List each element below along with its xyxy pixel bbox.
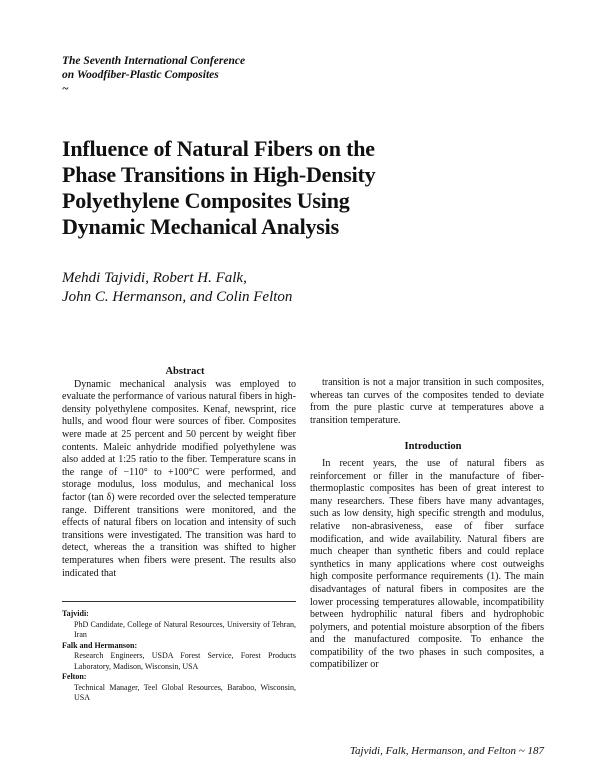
footnote-affiliation: Technical Manager, Teel Global Resources, Baraboo, Wisconsin, USA [74, 682, 296, 702]
conference-line-2: on Woodfiber-Plastic Composites [62, 69, 219, 81]
abstract-column [62, 366, 296, 580]
title-line-1: Influence of Natural Fibers on the [62, 136, 375, 161]
footnote-affiliation: PhD Candidate, College of Natural Resources, University of Tehran, Iran [74, 619, 296, 639]
footnote-item [62, 609, 296, 641]
title-line-2: Phase Transitions in High-Density [62, 162, 376, 187]
footnote-affiliation: Research Engineers, USDA Forest Service, Forest Products Laboratory, Madison, Wisconsin, USA [74, 651, 296, 671]
abstract-body: Dynamic mechanical analysis was employed to evaluate the performance of various natural fibers in high-density polyethylene composites. Kenaf, newsprint, rice hulls, and wood flour were sources of fiber. Composites were made at 25 percent and 50 percent by weight fiber contents. Maleic anhydride modified polyethylene was also added at 1:25 ratio to the fiber. Temperature scans in the range of −110° to +100°C were performed, and storage modulus, loss modulus, and mechanical loss factor (tan δ) were recorded over the selected temperature range. Different transitions were monitored, and the effects of natural fibers on location and intensity of such transitions were investigated. The transition was hard to detect, whereas the a transition was shifted to higher temperatures when fibers were present. The results also indicated that [62, 378, 296, 579]
author-list [62, 269, 292, 307]
authors-line-1: Mehdi Tajvidi, Robert H. Falk, [62, 270, 247, 286]
paper-title [62, 136, 422, 240]
introduction-body: In recent years, the use of natural fibers as reinforcement or filler in the manufacture of fiber-thermoplastic composites has been of great interest to many researchers. These fibers have many advantages, such as low density, high specific strength and modulus, relative non-abrasiveness, ease of fiber surface modification, and wide availability. Natural fibers are much cheaper than synthetic fibers and could replace synthetics in many applications where cost outweighs high composite performance requirements (1). The main disadvantages of natural fibers in composites are the lower processing temperatures allowable, incompatibility between hydrophilic natural fibers and hydrophobic polymers, and potential moisture absorption of the fibers and the manufactured composite. To enhance the compatibility of the two phases in such composites, a compatibilizer or [310, 457, 544, 671]
introduction-heading: Introduction [404, 441, 462, 453]
footnote-item [62, 672, 296, 704]
footnote-name: Falk and Hermanson: [62, 640, 138, 650]
abstract-continuation: transition is not a major transition in such composites, whereas tan curves of the composites tended to deviate from the pure plastic curve at temperatures above a transition temperature. [310, 377, 544, 426]
footnotes [62, 609, 296, 704]
right-column [310, 377, 544, 672]
footnote-name: Felton: [62, 672, 87, 681]
running-footer: Tajvidi, Falk, Hermanson, and Felton ~ 187 [349, 745, 544, 757]
conference-mark: ~ [62, 83, 69, 95]
conference-header [62, 54, 245, 96]
conference-line-1: The Seventh International Conference [62, 55, 246, 67]
title-line-4: Dynamic Mechanical Analysis [62, 214, 339, 239]
footnote-name: Tajvidi: [62, 609, 89, 618]
footnote-divider [62, 601, 296, 602]
abstract-heading: Abstract [165, 366, 205, 377]
title-line-3: Polyethylene Composites Using [62, 188, 350, 213]
footnote-item [62, 641, 296, 673]
authors-line-2: John C. Hermanson, and Colin Felton [62, 289, 293, 305]
